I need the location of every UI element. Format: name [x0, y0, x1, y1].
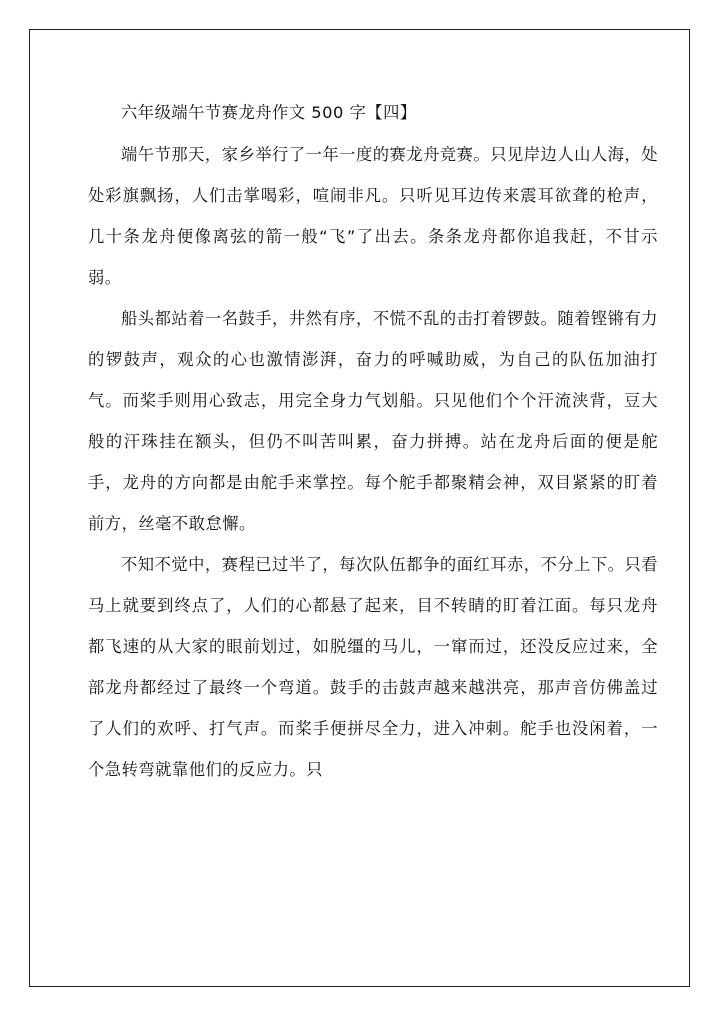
paragraph-2: 船头都站着一名鼓手，井然有序，不慌不乱的击打着锣鼓。随着铿锵有力的锣鼓声，观众的心也激情澎湃，奋力的呼喊助威，为自己的队伍加油打气。而桨手则用心致志，用完全身力气划船。只见他们个个汗流浃背，豆大般的汗珠挂在额头，但仍不叫苦叫累，奋力拼搏。站在龙舟后面的便是舵手，龙舟的方向都是由舵手来掌控。每个舵手都聚精会神，双目紧紧的盯着前方，丝毫不敢怠懈。 — [88, 309, 659, 533]
document-body — [88, 92, 658, 790]
paragraph-1: 端午节那天，家乡举行了一年一度的赛龙舟竞赛。只见岸边人山人海，处处彩旗飘扬，人们击掌喝彩，喧闹非凡。只听见耳边传来震耳欲聋的枪声，几十条龙舟便像离弦的箭一般“飞”了出去。条条龙舟都你追我赶，不甘示弱。 — [88, 145, 659, 287]
paragraph-3: 不知不觉中，赛程已过半了，每次队伍都争的面红耳赤，不分上下。只看马上就要到终点了，人们的心都悬了起来，目不转睛的盯着江面。每只龙舟都飞速的从大家的眼前划过，如脱缰的马儿，一窜而过，还没反应过来，全部龙舟都经过了最终一个弯道。鼓手的击鼓声越来越洪亮，那声音仿佛盖过了人们的欢呼、打气声。而桨手便拼尽全力，进入冲刺。舵手也没闲着，一个急转弯就靠他们的反应力。只 — [88, 555, 659, 779]
document-title: 六年级端午节赛龙舟作文 500 字【四】 — [121, 103, 417, 122]
